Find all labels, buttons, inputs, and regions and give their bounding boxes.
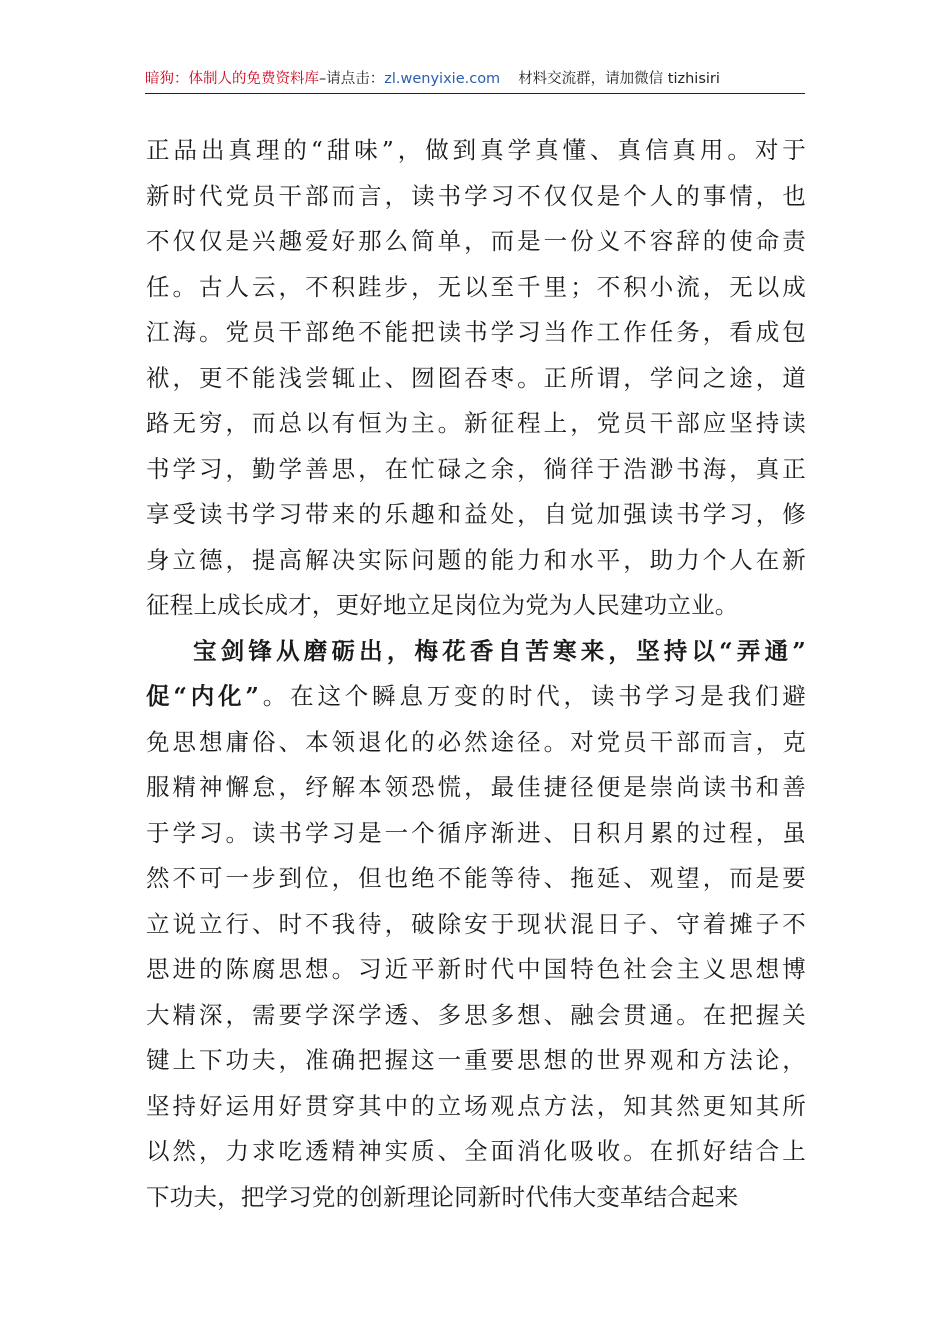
- text-line: 任。古人云，不积跬步，无以至千里；不积小流，无以成: [146, 272, 806, 301]
- text-line: 不仅仅是兴趣爱好那么简单，而是一份义不容辞的使命责: [146, 227, 806, 255]
- header-prompt: –请点击：: [319, 71, 385, 87]
- text-line: 江海。党员干部绝不能把读书学习当作工作任务，看成包: [146, 318, 806, 346]
- text-line: 新时代党员干部而言，读书学习不仅仅是个人的事情，也: [146, 181, 806, 210]
- text-line: 正品出真理的“甜味”，做到真学真懂、真信真用。对于: [146, 136, 806, 164]
- text-line: 身立德，提高解决实际问题的能力和水平，助力个人在新: [146, 545, 806, 574]
- text-line: 路无穷，而总以有恒为主。新征程上，党员干部应坚持读: [146, 409, 806, 437]
- text-line: 然不可一步到位，但也绝不能等待、拖延、观望，而是要: [146, 864, 806, 892]
- text-line: 享受读书学习带来的乐趣和益处，自觉加强读书学习，修: [146, 500, 806, 528]
- header-url-link[interactable]: zl.wenyixie.com: [384, 71, 501, 87]
- text-line-rest: 。在这个瞬息万变的时代，读书学习是我们避: [259, 682, 807, 710]
- text-line: 立说立行、时不我待，破除安于现状混日子、守着摊子不: [146, 909, 806, 938]
- paragraph-2: [146, 629, 806, 1221]
- section-heading: 宝剑锋从磨砺出，梅花香自苦寒来，坚持以“弄通”: [193, 636, 806, 665]
- header-brand: 暗狗：体制人的免费资料库: [145, 71, 319, 87]
- paragraph-1: [146, 128, 806, 629]
- text-line: 下功夫，把学习党的创新理论同新时代伟大变革结合起来: [146, 1182, 739, 1211]
- page-header: [145, 66, 805, 94]
- text-line: 袱，更不能浅尝辄止、囫囵吞枣。正所谓，学问之途，道: [146, 363, 806, 392]
- text-line: 征程上成长成才，更好地立足岗位为党为人民建功立业。: [146, 591, 739, 619]
- text-line: 于学习。读书学习是一个循序渐进、日积月累的过程，虽: [146, 818, 806, 847]
- document-body: [146, 128, 806, 1220]
- text-line: 免思想庸俗、本领退化的必然途径。对党员干部而言，克: [146, 727, 806, 756]
- header-contact: 材料交流群，请加微信 tizhisiri: [518, 71, 720, 87]
- text-line: 思进的陈腐思想。习近平新时代中国特色社会主义思想博: [146, 955, 806, 983]
- text-line: 大精深，需要学深学透、多思多想、融会贯通。在把握关: [146, 1000, 806, 1029]
- text-line: 服精神懈怠，纾解本领恐慌，最佳捷径便是崇尚读书和善: [146, 773, 806, 801]
- text-line: 键上下功夫，准确把握这一重要思想的世界观和方法论，: [146, 1046, 806, 1074]
- section-heading-end: 促“内化”: [146, 682, 260, 710]
- text-line: 坚持好运用好贯穿其中的立场观点方法，知其然更知其所: [146, 1091, 806, 1120]
- text-line-mixed: [146, 674, 806, 720]
- text-line: 书学习，勤学善思，在忙碌之余，徜徉于浩渺书海，真正: [146, 454, 806, 483]
- text-line: 以然，力求吃透精神实质、全面消化吸收。在抓好结合上: [146, 1137, 806, 1165]
